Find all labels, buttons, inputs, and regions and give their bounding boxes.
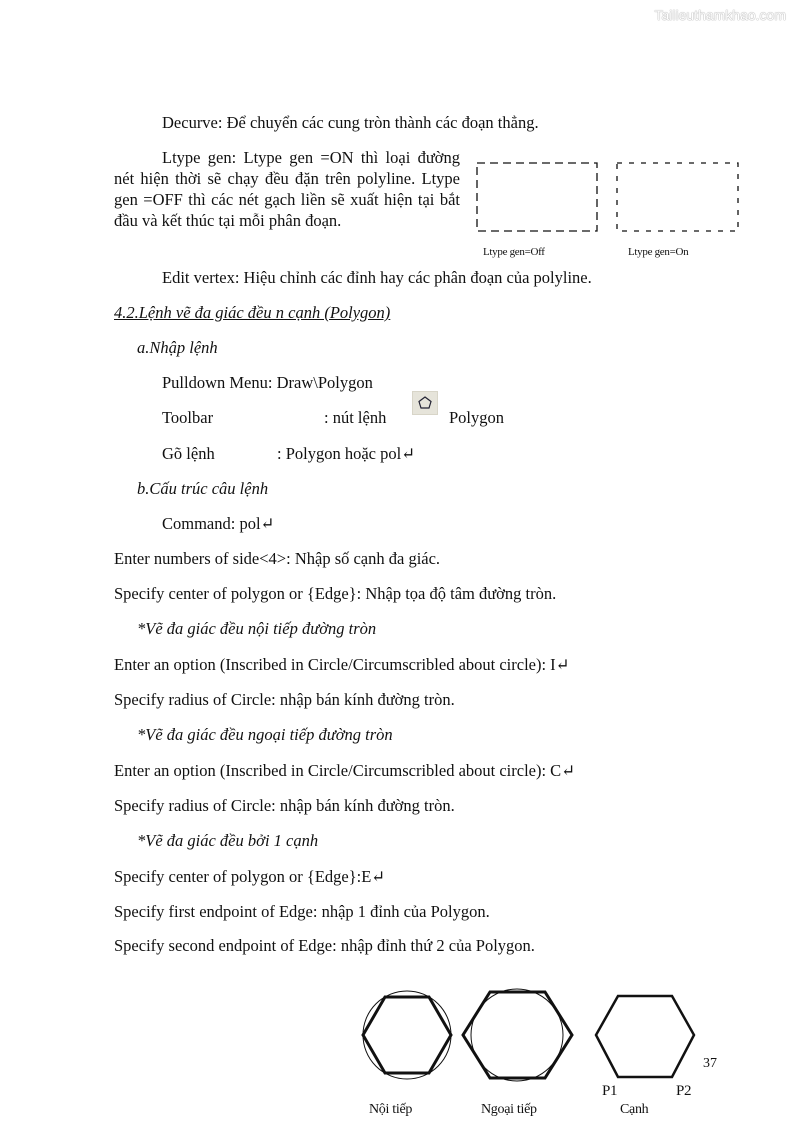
enter-sides-text: Enter numbers of side<4>: Nhập số cạnh đa giác.	[114, 549, 441, 568]
toolbar-polygon-name: Polygon	[449, 408, 505, 427]
option-inscribed-text: Enter an option (Inscribed in Circle/Circumscribled about circle): I↵	[114, 655, 570, 674]
ltype-off-label: Ltype gen=Off	[483, 246, 545, 258]
circumscribed-label: Ngoại tiếp	[481, 1102, 537, 1117]
circumscribed-hexagon	[463, 992, 572, 1078]
p2-label: P2	[676, 1083, 692, 1099]
ltype-gen-text: Ltype gen: Ltype gen =ON thì loại đường nét hiện thời sẽ chạy đều đặn trên polyline. Ltype gen =OFF thì các nét gạch liền sẽ xuất hiện tại bắt đầu và kết thúc tại mỗi phân đoạn.	[114, 148, 460, 230]
section-title: 4.2.Lệnh vẽ đa giác đều n cạnh (Polygon)	[114, 303, 391, 322]
circumscribed-circle	[471, 989, 563, 1081]
polygon-icon	[413, 392, 437, 414]
option-circumscribed-text: Enter an option (Inscribed in Circle/Circumscribled about circle): C↵	[114, 761, 576, 780]
inscribed-hexagon	[363, 997, 451, 1073]
ltype-on-label: Ltype gen=On	[628, 246, 689, 258]
polygon-figure	[355, 980, 705, 1090]
subheading-b: b.Cấu trúc câu lệnh	[137, 479, 269, 498]
edge-label: Cạnh	[620, 1102, 649, 1117]
ltype-gen-paragraph	[114, 147, 460, 231]
inscribed-heading: *Vẽ đa giác đều nội tiếp đường tròn	[137, 619, 377, 638]
inscribed-circle	[363, 991, 451, 1079]
watermark: Tailieuthamkhao.com	[654, 7, 786, 23]
page-number: 37	[703, 1056, 717, 1071]
specify-center-text: Specify center of polygon or {Edge}: Nhập tọa độ tâm đường tròn.	[114, 584, 557, 603]
center-edge-text: Specify center of polygon or {Edge}:E↵	[114, 867, 386, 886]
p1-label: P1	[602, 1083, 618, 1099]
decurve-text: Decurve: Để chuyển các cung tròn thành các đoạn thẳng.	[162, 113, 539, 132]
golenh-label: Gõ lệnh	[162, 444, 215, 463]
golenh-value: : Polygon hoặc pol↵	[277, 444, 416, 463]
edge-heading: *Vẽ đa giác đều bởi 1 cạnh	[137, 831, 319, 850]
toolbar-label: Toolbar	[162, 408, 214, 427]
ltype-off-rectangle	[477, 163, 597, 231]
inscribed-label: Nội tiếp	[369, 1102, 413, 1117]
polygon-toolbar-button[interactable]	[412, 391, 438, 415]
toolbar-separator: : nút lệnh	[324, 408, 387, 427]
command-text: Command: pol↵	[162, 514, 275, 533]
edit-vertex-text: Edit vertex: Hiệu chỉnh các đỉnh hay các phân đoạn của polyline.	[162, 268, 592, 287]
radius-text-2: Specify radius of Circle: nhập bán kính đường tròn.	[114, 796, 455, 815]
edge-hexagon	[596, 996, 694, 1077]
circumscribed-heading: *Vẽ đa giác đều ngoại tiếp đường tròn	[137, 725, 393, 744]
pulldown-menu-text: Pulldown Menu: Draw\Polygon	[162, 373, 373, 392]
first-endpoint-text: Specify first endpoint of Edge: nhập 1 đỉnh của Polygon.	[114, 902, 490, 921]
subheading-a: a.Nhập lệnh	[137, 338, 218, 357]
radius-text-1: Specify radius of Circle: nhập bán kính đường tròn.	[114, 690, 455, 709]
ltype-on-rectangle	[617, 163, 738, 231]
second-endpoint-text: Specify second endpoint of Edge: nhập đỉnh thứ 2 của Polygon.	[114, 936, 535, 955]
